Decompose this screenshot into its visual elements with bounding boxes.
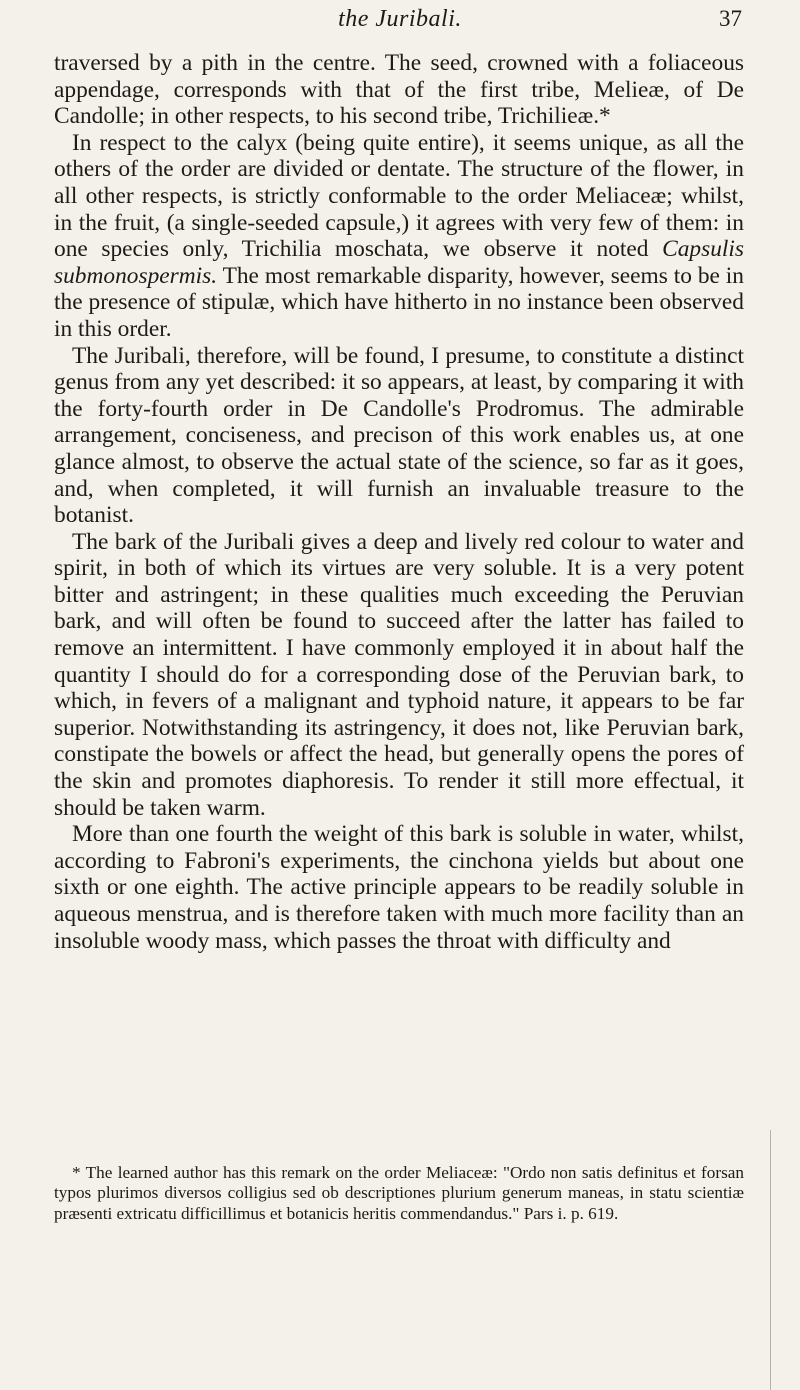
page-number: 37 <box>719 6 742 31</box>
latin-phrase: Capsulis submonospermis. <box>54 236 744 289</box>
paragraph-1: traversed by a pith in the centre. The seed, crowned with a foliaceous appendage, corresponds with that of the first tribe, Melieæ, of De Candolle; in other respects, to his second tribe, Trichilieæ.* <box>54 50 744 130</box>
footnote <box>54 1163 744 1224</box>
footnote-text: * The learned author has this remark on the order Meliaceæ: "Ordo non satis definitus et forsan typos plurimos diversos colligius sed ob descriptiones plurium generum maneas, in statu scientiæ præsenti extricatu difficillimus et botanicis heritis commendandus." Pars i. p. 619. <box>54 1163 744 1223</box>
paragraph-4: The bark of the Juribali gives a deep and lively red colour to water and spirit, in both of which its virtues are very soluble. It is a very potent bitter and astringent; in these qualities much exceeding the Peruvian bark, and will often be found to succeed after the latter has failed to remove an intermittent. I have commonly employed it in about half the quantity I should do for a corresponding dose of the Peruvian bark, to which, in fevers of a malignant and typhoid nature, it appears to be far superior. Notwithstanding its astringency, it does not, like Peruvian bark, constipate the bowels or affect the head, but generally opens the pores of the skin and promotes diaphoresis. To render it still more effectual, it should be taken warm. <box>54 528 744 821</box>
paragraph-3: The Juribali, therefore, will be found, I presume, to constitute a distinct genus from any yet described: it so appears, at least, by comparing it with the forty-fourth order in De Candolle's Prodromus. The admirable arrangement, conciseness, and precison of this work enables us, at one glance almost, to observe the actual state of the science, so far as it goes, and, when completed, it will furnish an invaluable treasure to the botanist. <box>54 342 744 529</box>
paragraph-2 <box>54 130 744 343</box>
body-text <box>54 50 744 954</box>
running-title: the Juribali. <box>338 6 462 32</box>
paragraph-5: More than one fourth the weight of this bark is soluble in water, whilst, according to Fabroni's experiments, the cinchona yields but about one sixth or one eighth. The active principle appears to be readily soluble in aqueous menstrua, and is therefore taken with much more facility than an insoluble woody mass, which passes the throat with difficulty and <box>54 821 744 954</box>
paragraph-2-continuation: The most remarkable disparity, however, seems to be in the presence of stipulæ, which have hitherto in no instance been observed in this order. <box>54 262 744 342</box>
running-head <box>0 4 800 42</box>
paragraph-2-text: In respect to the calyx (being quite entire), it seems unique, as all the others of the order are divided or dentate. The structure of the flower, in all other respects, is strictly conformable to the order Meliaceæ; whilst, in the fruit, (a single-seeded capsule,) it agrees with very few of them: in one species only, Trichilia moschata, we observe it noted <box>54 129 744 263</box>
page-edge-line <box>770 1130 771 1390</box>
